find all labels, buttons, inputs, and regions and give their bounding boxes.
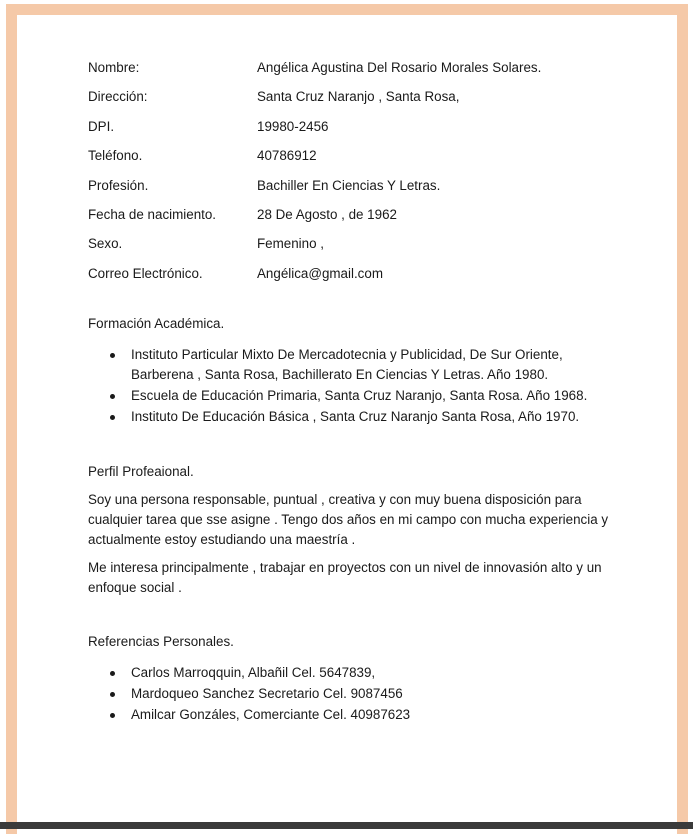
field-label: DPI. [88,118,115,134]
resume-content [88,58,628,726]
list-item-text: Escuela de Educación Primaria, Santa Cruz Naranjo, Santa Rosa. Año 1968. [131,388,588,404]
field-value: Angélica Agustina Del Rosario Morales Solares. [257,60,542,75]
bullet-icon [110,353,115,358]
personal-info [88,58,628,293]
bullet-icon [110,394,115,399]
field-value: 40786912 [257,148,317,164]
field-profesion [88,176,628,205]
list-item-text: Instituto Particular Mixto De Mercadotecnia y Publicidad, De Sur Oriente, Barberena , Santa Rosa, Bachillerato En Ciencias Y Letras. Año 1980. [131,347,563,383]
field-label: Profesión. [88,177,149,193]
status-bar [0,822,693,829]
list-item-text: Carlos Marroqquin, Albañil Cel. 5647839, [131,665,376,681]
section-title-perfil: Perfil Profeaional. [88,464,194,480]
list-item [88,345,628,385]
field-value: Femenino , [257,236,324,252]
list-item [88,705,628,725]
field-fecha-nacimiento [88,205,628,234]
field-value: Angélica@gmail.com [257,265,383,281]
field-telefono [88,146,628,175]
list-item-text: Amilcar Gonzáles, Comerciante Cel. 40987623 [131,707,411,723]
referencias-list [88,663,628,725]
list-item [88,663,628,683]
list-item [88,684,628,704]
perfil-paragraph: Soy una persona responsable, puntual , creativa y con muy buena disposición para cualquier tarea que sse asigne . Tengo dos años en mi campo con mucha experiencia y actualmente estoy estudiando una maestría . [88,492,609,548]
list-item-text: Mardoqueo Sanchez Secretario Cel. 9087456 [131,686,403,702]
list-item-text: Instituto De Educación Básica , Santa Cruz Naranjo Santa Rosa, Año 1970. [131,409,580,425]
field-label: Teléfono. [88,148,143,164]
field-label: Correo Electrónico. [88,265,203,281]
field-label: Nombre: [88,60,140,75]
field-dpi [88,117,628,146]
perfil-paragraph: Me interesa principalmente , trabajar en proyectos con un nivel de innovasión alto y un enfoque social . [88,560,602,596]
field-sexo [88,234,628,263]
field-direccion [88,87,628,116]
field-value: Bachiller En Ciencias Y Letras. [257,177,441,193]
field-label: Dirección: [88,89,148,105]
field-value: Santa Cruz Naranjo , Santa Rosa, [257,89,460,105]
list-item [88,386,628,406]
section-title-referencias: Referencias Personales. [88,634,234,650]
field-value: 28 De Agosto , de 1962 [257,206,397,222]
list-item [88,407,628,427]
formacion-list [88,345,628,427]
bullet-icon [110,671,115,676]
bullet-icon [110,692,115,697]
field-correo [88,264,628,293]
bullet-icon [110,415,115,420]
section-title-formacion: Formación Académica. [88,316,225,332]
field-value: 19980-2456 [257,118,329,134]
field-label: Sexo. [88,236,123,252]
bullet-icon [110,713,115,718]
field-label: Fecha de nacimiento. [88,206,217,222]
field-nombre [88,58,628,87]
